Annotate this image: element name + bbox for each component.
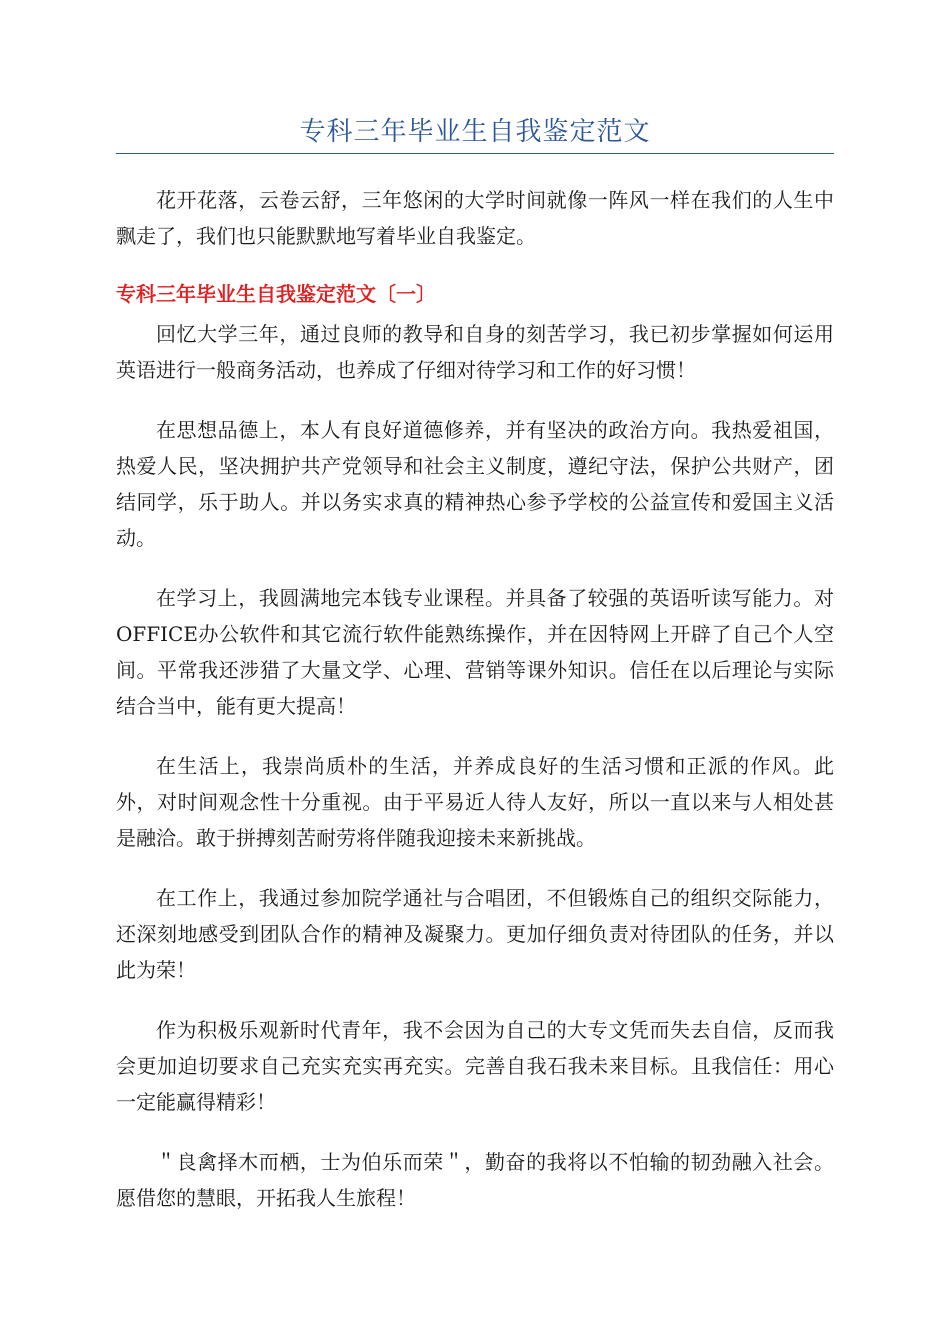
body-paragraph-2: 在思想品德上，本人有良好道德修养，并有坚决的政治方向。我热爱祖国，热爱人民，坚决拥护共产党领导和社会主义制度，遵纪守法，保护公共财产，团结同学，乐于助人。并以务实求真的精神热心参予学校的公益宣传和爱国主义活动。 — [116, 418, 834, 550]
document-page — [116, 112, 834, 1216]
document-title: 专科三年毕业生自我鉴定范文 — [299, 117, 651, 147]
body-paragraph-4: 在生活上，我崇尚质朴的生活，并养成良好的生活习惯和正派的作风。此外，对时间观念性十分重视。由于平易近人待人友好，所以一直以来与人相处甚是融洽。敢于拼搏刻苦耐劳将伴随我迎接未来新挑战。 — [116, 754, 834, 850]
body-paragraph-5: 在工作上，我通过参加院学通社与合唱团，不但锻炼自己的组织交际能力，还深刻地感受到团队合作的精神及凝聚力。更加仔细负责对待团队的任务，并以此为荣！ — [116, 886, 834, 982]
body-paragraph-3: 在学习上，我圆满地完本钱专业课程。并具备了较强的英语听读写能力。对OFFICE办公软件和其它流行软件能熟练操作，并在因特网上开辟了自己个人空间。平常我还涉猎了大量文学、心理、营销等课外知识。信任在以后理论与实际结合当中，能有更大提高！ — [116, 586, 834, 718]
intro-paragraph: 花开花落，云卷云舒，三年悠闲的大学时间就像一阵风一样在我们的人生中飘走了，我们也只能默默地写着毕业自我鉴定。 — [116, 188, 834, 248]
title-underline — [116, 153, 834, 154]
section-heading: 专科三年毕业生自我鉴定范文〔一〕 — [116, 282, 436, 306]
body-paragraph-1: 回忆大学三年，通过良师的教导和自身的刻苦学习，我已初步掌握如何运用英语进行一般商务活动，也养成了仔细对待学习和工作的好习惯！ — [116, 322, 834, 382]
body-paragraph-6: 作为积极乐观新时代青年，我不会因为自己的大专文凭而失去自信，反而我会更加迫切要求自己充实充实再充实。完善自我石我未来目标。且我信任：用心一定能赢得精彩！ — [116, 1018, 834, 1114]
body-paragraph-7: ＂良禽择木而栖，士为伯乐而荣＂，勤奋的我将以不怕输的韧劲融入社会。愿借您的慧眼，开拓我人生旅程！ — [116, 1150, 834, 1210]
